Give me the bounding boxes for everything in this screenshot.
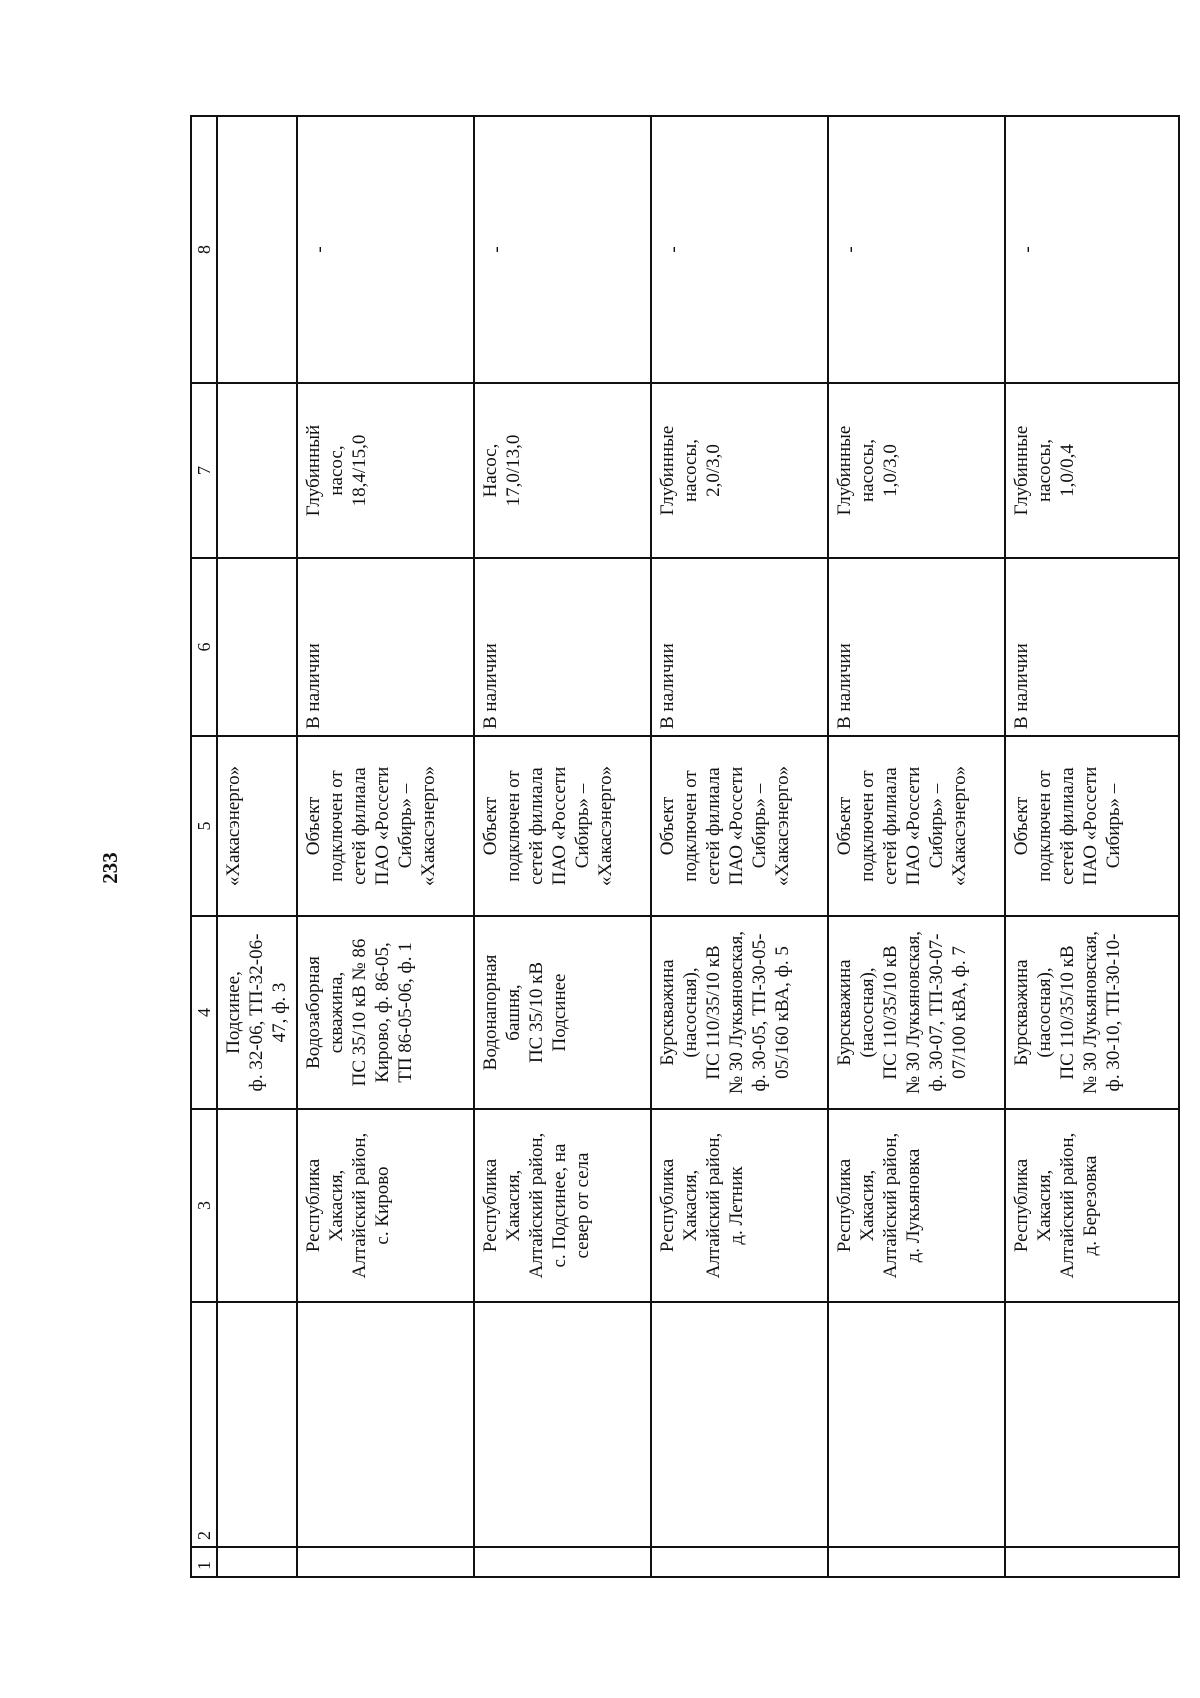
cell-empty [297,1302,474,1547]
cell-empty [651,1547,828,1577]
cell-source: Объект подключен от сетей филиала ПАО «Россети Сибирь» – «Хакасэнерго» [651,736,828,916]
cell-source: Объект подключен от сетей филиала ПАО «Россети Сибирь» – «Хакасэнерго» [828,736,1005,916]
cell-location: Республика Хакасия, Алтайский район, с. Кирово [297,1109,474,1302]
cell-equipment: Глубинные насосы, 1,0/3,0 [828,383,1005,558]
cell-connection: Бурскважина (насосная), ПС 110/35/10 кВ № 30 Лукьяновская, ф. 30-05, ТП-30-05- 05/160 кВА, ф. 5 [651,916,828,1109]
table-row [297,116,474,1577]
cell-equipment: Глубинные насосы, 2,0/3,0 [651,383,828,558]
cell-source: «Хакасэнерго» [217,736,297,916]
header-cell-4: 4 [191,916,217,1109]
cell-connection: Бурскважина (насосная), ПС 110/35/10 кВ № 30 Лукьяновская, ф. 30-07, ТП-30-07- 07/100 кВА, ф. 7 [828,916,1005,1109]
header-cell-2: 2 [191,1302,217,1547]
cell-empty [217,1547,297,1577]
header-row [191,116,217,1577]
header-cell-8: 8 [191,116,217,383]
cell-source: Объект подключен от сетей филиала ПАО «Россети Сибирь» – [1005,736,1179,916]
cell-empty [217,1109,297,1302]
header-cell-7: 7 [191,383,217,558]
cell-col8: - [651,116,828,383]
cell-source: Объект подключен от сетей филиала ПАО «Россети Сибирь» – «Хакасэнерго» [474,736,651,916]
cell-empty [474,1547,651,1577]
cell-col8: - [1005,116,1179,383]
cell-location: Республика Хакасия, Алтайский район, д. Березовка [1005,1109,1179,1302]
rotated-table-wrapper [190,117,1124,1578]
cell-equipment: Насос, 17,0/13,0 [474,383,651,558]
table-row [1005,116,1179,1577]
header-cell-1: 1 [191,1547,217,1577]
cell-empty [217,116,297,383]
cell-location: Республика Хакасия, Алтайский район, д. Лукьяновка [828,1109,1005,1302]
cell-empty [474,1302,651,1547]
cell-status: В наличии [297,558,474,736]
cell-empty [651,1302,828,1547]
cell-empty [828,1547,1005,1577]
cell-location: Республика Хакасия, Алтайский район, д. Летник [651,1109,828,1302]
cell-location: Республика Хакасия, Алтайский район, с. Подсинее, на север от села [474,1109,651,1302]
cell-equipment: Глубинные насосы, 1,0/0,4 [1005,383,1179,558]
cell-connection: Водонапорная башня, ПС 35/10 кВ Подсинее [474,916,651,1109]
cell-equipment: Глубинный насос, 18,4/15,0 [297,383,474,558]
cell-status: В наличии [828,558,1005,736]
cell-empty [1005,1302,1179,1547]
cell-connection: Водозаборная скважина, ПС 35/10 кВ № 86 Кирово, ф. 86-05, ТП 86-05-06, ф. 1 [297,916,474,1109]
page-number: 233 [97,852,122,884]
cell-source: Объект подключен от сетей филиала ПАО «Россети Сибирь» – «Хакасэнерго» [297,736,474,916]
header-cell-3: 3 [191,1109,217,1302]
table-row [651,116,828,1577]
header-cell-6: 6 [191,558,217,736]
table-row [474,116,651,1577]
cell-status: В наличии [651,558,828,736]
continuation-row [217,116,297,1577]
cell-col8: - [474,116,651,383]
cell-empty [297,1547,474,1577]
cell-empty [217,558,297,736]
cell-empty [217,1302,297,1547]
cell-empty [217,383,297,558]
table-row [828,116,1005,1577]
cell-status: В наличии [1005,558,1179,736]
cell-col8: - [828,116,1005,383]
cell-empty [828,1302,1005,1547]
cell-connection: Подсинее, ф. 32-06, ТП-32-06- 47, ф. 3 [217,916,297,1109]
cell-connection: Бурскважина (насосная), ПС 110/35/10 кВ № 30 Лукьяновская, ф. 30-10, ТП-30-10- [1005,916,1179,1109]
cell-empty [1005,1547,1179,1577]
cell-status: В наличии [474,558,651,736]
header-cell-5: 5 [191,736,217,916]
cell-col8: - [297,116,474,383]
data-table [190,115,1180,1578]
